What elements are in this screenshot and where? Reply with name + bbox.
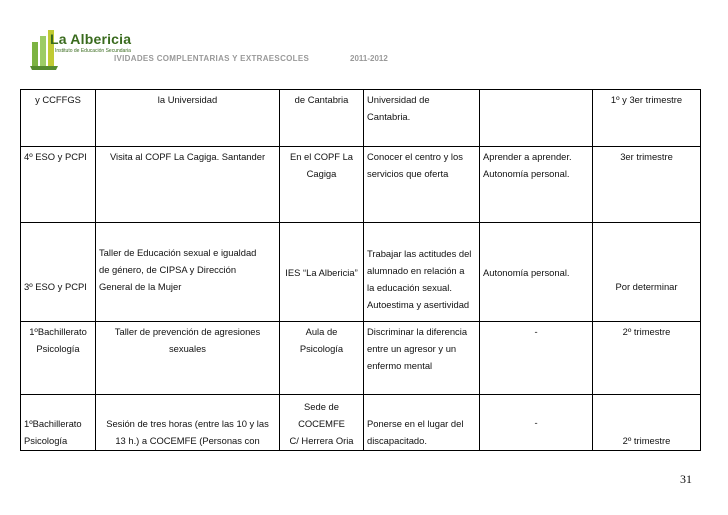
place-line: En el COPF La [289, 151, 354, 162]
school-logo-icon [28, 22, 118, 72]
table-row [21, 90, 701, 147]
course-cell: 3º ESO y PCPI [21, 223, 96, 322]
activity-line: de género, de CIPSA y Dirección [99, 264, 237, 275]
course-line: Psicología [24, 435, 68, 446]
logo-text: La Albericia [50, 31, 132, 47]
date-cell: 2º trimestre [593, 322, 701, 395]
place-cell [280, 322, 364, 395]
table-row [21, 395, 701, 451]
objective-line: Autoestima y asertividad [367, 299, 470, 310]
date-cell: Por determinar [593, 223, 701, 322]
activity-line: Taller de Educación sexual e igualdad [99, 247, 257, 258]
place-cell: de Cantabria [280, 90, 364, 147]
activity-line: 13 h.) a COCEMFE (Personas con [115, 435, 260, 446]
competence-cell [480, 147, 593, 223]
objective-line: discapacitado. [367, 435, 427, 446]
place-line: Cagiga [306, 168, 337, 179]
date-cell: 3er trimestre [593, 147, 701, 223]
page-header [0, 0, 728, 80]
activity-cell [96, 322, 280, 395]
page-number: 31 [680, 472, 692, 486]
header-title: IVIDADES COMPLENTARIAS Y EXTRAESCOLES [114, 54, 310, 63]
competence-cell [480, 90, 593, 147]
objective-cell [364, 223, 480, 322]
activity-line: Taller de prevención de agresiones [114, 326, 261, 337]
objective-cell [364, 395, 480, 451]
competence-cell: - [480, 395, 593, 451]
competence-cell [480, 223, 593, 322]
place-line: Sede de [304, 401, 339, 412]
objective-line: entre un agresor y un [367, 343, 457, 354]
place-cell: IES “La Albericia” [280, 223, 364, 322]
activity-cell [96, 395, 280, 451]
activity-line: General de la Mujer [99, 281, 182, 292]
course-cell [21, 322, 96, 395]
activity-cell: la Universidad [96, 90, 280, 147]
place-cell [280, 147, 364, 223]
objective-line: Cantabria. [367, 111, 411, 122]
place-line: Aula de [305, 326, 338, 337]
activity-line: Sesión de tres horas (entre las 10 y las [106, 418, 269, 429]
date-cell: 2º trimestre [593, 395, 701, 451]
competence-line: Aprender a aprender. [483, 151, 572, 162]
course-cell [21, 395, 96, 451]
table-row [21, 322, 701, 395]
course-line: 1ºBachillerato [24, 418, 82, 429]
place-line: COCEMFE [298, 418, 345, 429]
objective-line: Ponerse en el lugar del [367, 418, 464, 429]
objective-line: Discriminar la diferencia [367, 326, 468, 337]
objective-line: la educación sexual. [367, 282, 452, 293]
place-line: Psicología [299, 343, 344, 354]
objective-cell [364, 147, 480, 223]
objective-line: Conocer el centro y los [367, 151, 463, 162]
course-line: 1ºBachillerato [29, 326, 87, 337]
objective-cell [364, 90, 480, 147]
activity-cell [96, 223, 280, 322]
date-cell: 1º y 3er trimestre [593, 90, 701, 147]
competence-line: Autonomía personal. [483, 266, 570, 278]
objective-line: Universidad de [367, 94, 430, 105]
place-line: C/ Herrera Oria [289, 435, 354, 446]
competence-cell: - [480, 322, 593, 395]
activity-line: sexuales [168, 343, 206, 354]
competence-line: Autonomía personal. [483, 168, 570, 179]
objective-cell [364, 322, 480, 395]
course-line: Psicología [36, 343, 80, 354]
objective-line: servicios que oferta [367, 168, 449, 179]
place-cell [280, 395, 364, 451]
course-cell: 4º ESO y PCPI [21, 147, 96, 223]
objective-line: alumnado en relación a [367, 265, 465, 276]
objective-line: enfermo mental [367, 360, 433, 371]
activities-table [20, 89, 701, 451]
table-row [21, 147, 701, 223]
activity-cell: Visita al COPF La Cagiga. Santander [96, 147, 280, 223]
table-row [21, 223, 701, 322]
course-cell: y CCFFGS [21, 90, 96, 147]
objective-line: Trabajar las actitudes del [367, 248, 472, 259]
logo-subtext: Instituto de Educación Secundaria [55, 48, 131, 54]
header-year: 2011-2012 [350, 54, 388, 63]
